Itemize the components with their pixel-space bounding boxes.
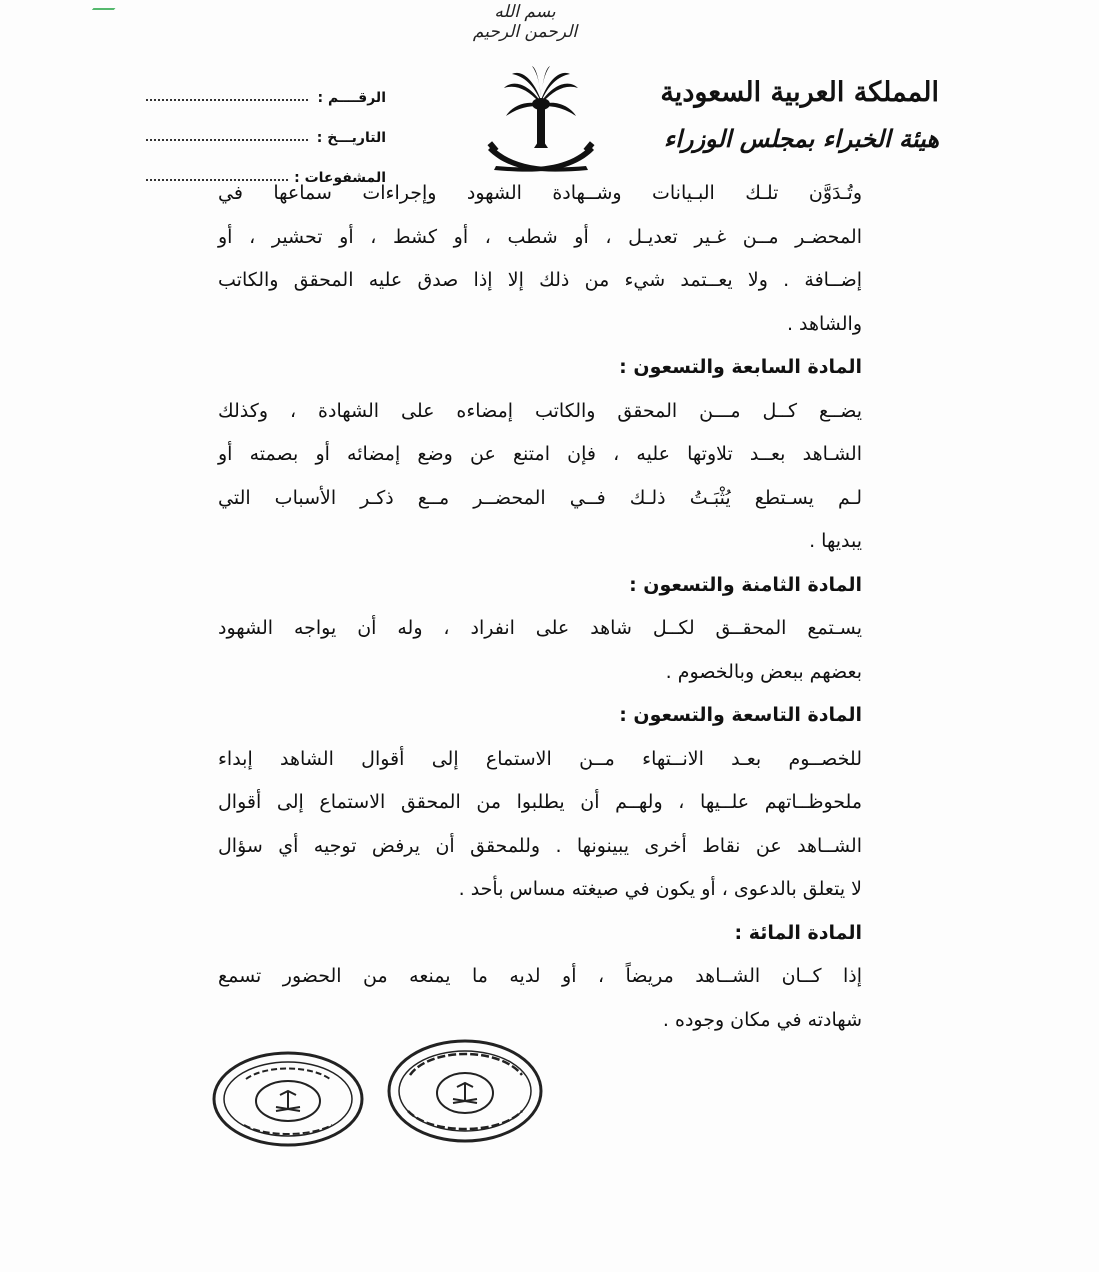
body-line: الشـاهد بعــد تلاوتها عليه ، فإن امتنع عن وضع إمضائه أو بصمته أو bbox=[218, 443, 862, 465]
body-line: لـم يسـتطع يُثْبَـتُ ذلـك فــي المحضــر مــع ذكـر الأسباب التي bbox=[218, 486, 862, 509]
article-99-heading: المادة التاسعة والتسعون : bbox=[619, 704, 862, 726]
body-line: وتُـدَوَّن تلـك البـيانات وشــهادة الشهود وإجراءات سماعها في bbox=[218, 182, 862, 204]
reference-date-label: التاريـــخ : bbox=[316, 130, 386, 146]
body-line: إضــافة . ولا يعــتمد شيء من ذلك إلا إذا صدق عليه المحقق والكاتب bbox=[218, 269, 862, 291]
reference-fields bbox=[146, 66, 386, 186]
cabinet-secretariat-stamp-icon bbox=[389, 1041, 541, 1141]
body-line: شهادته في مكان وجوده . bbox=[662, 1008, 862, 1031]
letterhead-organization bbox=[649, 70, 939, 162]
palm-swords-emblem-icon bbox=[482, 62, 600, 180]
body-line: لا يتعلق بالدعوى ، أو يكون في صيغته مساس بأحد . bbox=[458, 878, 862, 900]
body-line: والشاهد . bbox=[786, 312, 862, 335]
body-line: يبديها . bbox=[809, 530, 862, 552]
article-100-heading: المادة المائة : bbox=[734, 921, 862, 944]
reference-number-row bbox=[146, 66, 386, 106]
document-body bbox=[218, 172, 862, 1042]
article-98-heading: المادة الثامنة والتسعون : bbox=[629, 573, 862, 596]
body-line: يسـتمع المحقــق لكــل شاهد على انفراد ، وله أن يواجه الشهود bbox=[218, 617, 862, 639]
experts-commission-stamp-icon bbox=[214, 1053, 362, 1145]
reference-number-label: الرقــــم : bbox=[317, 90, 386, 106]
corner-mark bbox=[92, 0, 122, 10]
kingdom-name: المملكة العربية السعودية bbox=[660, 77, 939, 108]
body-line: المحضـر مــن غـير تعديـل ، أو شطب ، أو كشط ، أو تحشير ، أو bbox=[218, 225, 862, 248]
body-line: بعضهم ببعض وبالخصوم . bbox=[665, 660, 862, 683]
reference-date-row bbox=[146, 106, 386, 146]
body-line: يضــع كــل مـــن المحقق والكاتب إمضاءه على الشهادة ، وكذلك bbox=[218, 399, 862, 422]
dotted-line bbox=[146, 129, 308, 141]
article-97-heading: المادة السابعة والتسعون : bbox=[619, 356, 862, 378]
authority-name: هيئة الخبراء بمجلس الوزراء bbox=[663, 124, 939, 153]
bismillah-heading: بسم الله الرحمن الرحيم bbox=[472, 2, 578, 42]
body-line: للخصــوم بعـد الانــتهاء مــن الاستماع إلى أقوال الشاهد إبداء bbox=[218, 747, 862, 770]
body-line: إذا كــان الشــاهد مريضاً ، أو لديه ما يمنعه من الحضور تسمع bbox=[218, 965, 862, 987]
dotted-line bbox=[146, 89, 308, 101]
body-line: ملحوظــاتهم علــيها ، ولهــم أن يطلبوا من المحقق الاستماع إلى أقوال bbox=[218, 791, 862, 813]
official-stamps bbox=[210, 1035, 550, 1150]
body-line: الشــاهد عن نقاط أخرى يبينونها . وللمحقق أن يرفض توجيه أي سؤال bbox=[218, 834, 862, 857]
reference-attachments-label: المشفوعات : bbox=[294, 170, 386, 186]
